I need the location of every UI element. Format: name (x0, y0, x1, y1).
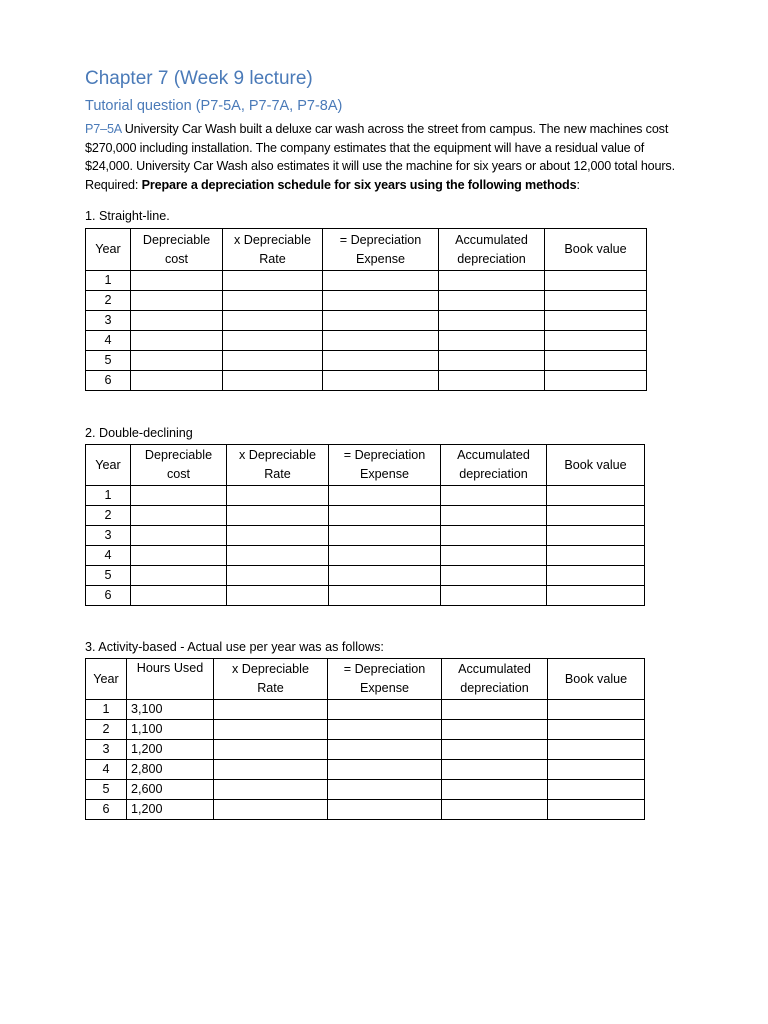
year-cell: 3 (86, 740, 127, 760)
accumulated-depreciation-cell[interactable] (441, 566, 547, 586)
depreciation-expense-cell[interactable] (323, 331, 439, 351)
depreciable-rate-cell[interactable] (227, 486, 329, 506)
year-cell: 5 (86, 780, 127, 800)
depreciable-cost-cell[interactable] (131, 351, 223, 371)
book-value-cell[interactable] (547, 486, 645, 506)
hours-used-cell: 3,100 (127, 700, 214, 720)
depreciable-cost-cell[interactable] (131, 271, 223, 291)
accumulated-depreciation-cell[interactable] (441, 486, 547, 506)
header-depreciable-rate: x Depreciable Rate (223, 229, 323, 271)
accumulated-depreciation-cell[interactable] (442, 800, 548, 820)
depreciation-expense-cell[interactable] (328, 720, 442, 740)
table-row (86, 311, 647, 331)
year-cell: 1 (86, 700, 127, 720)
table-row (86, 740, 645, 760)
header-book-value: Book value (548, 659, 645, 700)
section-label-activity-based: 3. Activity-based - Actual use per year was as follows: (85, 640, 384, 654)
table-row (86, 506, 645, 526)
depreciation-expense-cell[interactable] (329, 506, 441, 526)
header-book-value: Book value (547, 445, 645, 486)
book-value-cell[interactable] (548, 740, 645, 760)
book-value-cell[interactable] (545, 331, 647, 351)
depreciable-cost-cell[interactable] (131, 486, 227, 506)
page-title: Chapter 7 (Week 9 lecture) (85, 68, 313, 89)
year-cell: 5 (86, 566, 131, 586)
accumulated-depreciation-cell[interactable] (442, 760, 548, 780)
header-depreciation-expense: = Depreciation Expense (329, 445, 441, 486)
depreciation-expense-cell[interactable] (328, 760, 442, 780)
table-row (86, 700, 645, 720)
book-value-cell[interactable] (545, 291, 647, 311)
depreciable-rate-cell[interactable] (214, 760, 328, 780)
year-cell: 3 (86, 311, 131, 331)
header-accumulated-depreciation: Accumulated depreciation (439, 229, 545, 271)
depreciable-rate-cell[interactable] (214, 700, 328, 720)
hours-used-cell: 2,800 (127, 760, 214, 780)
accumulated-depreciation-cell[interactable] (439, 271, 545, 291)
depreciable-rate-cell[interactable] (223, 291, 323, 311)
problem-text: University Car Wash built a deluxe car wash across the street from campus. The new machines cost $270,000 including installation. The company estimates that the equipment will have a residual value of $24,000. University Car Wash also estimates it will use the machine for six years or about 12,000 total hours. Required: (85, 122, 675, 192)
hours-used-cell: 1,200 (127, 740, 214, 760)
depreciable-rate-cell[interactable] (227, 546, 329, 566)
depreciable-rate-cell[interactable] (223, 351, 323, 371)
table-row (86, 486, 645, 506)
hours-used-cell: 2,600 (127, 780, 214, 800)
depreciable-cost-cell[interactable] (131, 371, 223, 391)
table-row (86, 780, 645, 800)
header-depreciable-rate: x Depreciable Rate (214, 659, 328, 700)
header-depreciable-cost: Depreciable cost (131, 229, 223, 271)
accumulated-depreciation-cell[interactable] (441, 526, 547, 546)
book-value-cell[interactable] (547, 526, 645, 546)
depreciable-cost-cell[interactable] (131, 586, 227, 606)
book-value-cell[interactable] (548, 800, 645, 820)
table-row (86, 720, 645, 740)
depreciable-rate-cell[interactable] (223, 371, 323, 391)
accumulated-depreciation-cell[interactable] (439, 291, 545, 311)
book-value-cell[interactable] (547, 506, 645, 526)
accumulated-depreciation-cell[interactable] (439, 351, 545, 371)
header-depreciable-rate: x Depreciable Rate (227, 445, 329, 486)
depreciable-rate-cell[interactable] (223, 271, 323, 291)
year-cell: 4 (86, 331, 131, 351)
year-cell: 6 (86, 371, 131, 391)
accumulated-depreciation-cell[interactable] (441, 546, 547, 566)
book-value-cell[interactable] (548, 720, 645, 740)
year-cell: 2 (86, 291, 131, 311)
table-row (86, 760, 645, 780)
accumulated-depreciation-cell[interactable] (442, 780, 548, 800)
accumulated-depreciation-cell[interactable] (441, 506, 547, 526)
depreciation-expense-cell[interactable] (329, 546, 441, 566)
year-cell: 2 (86, 506, 131, 526)
accumulated-depreciation-cell[interactable] (439, 331, 545, 351)
book-value-cell[interactable] (547, 566, 645, 586)
header-accumulated-depreciation: Accumulated depreciation (442, 659, 548, 700)
hours-used-cell: 1,200 (127, 800, 214, 820)
year-cell: 2 (86, 720, 127, 740)
year-cell: 3 (86, 526, 131, 546)
table-row (86, 566, 645, 586)
table-row (86, 331, 647, 351)
header-accumulated-depreciation: Accumulated depreciation (441, 445, 547, 486)
straight-line-table (85, 228, 647, 391)
depreciable-cost-cell[interactable] (131, 331, 223, 351)
table-row (86, 371, 647, 391)
year-cell: 4 (86, 546, 131, 566)
depreciable-rate-cell[interactable] (214, 780, 328, 800)
book-value-cell[interactable] (547, 586, 645, 606)
depreciation-expense-cell[interactable] (328, 740, 442, 760)
depreciation-expense-cell[interactable] (329, 526, 441, 546)
table-row (86, 546, 645, 566)
accumulated-depreciation-cell[interactable] (439, 311, 545, 331)
book-value-cell[interactable] (545, 351, 647, 371)
header-year: Year (86, 659, 127, 700)
depreciation-expense-cell[interactable] (323, 311, 439, 331)
header-depreciable-cost: Depreciable cost (131, 445, 227, 486)
depreciation-expense-cell[interactable] (328, 800, 442, 820)
header-book-value: Book value (545, 229, 647, 271)
depreciable-rate-cell[interactable] (214, 800, 328, 820)
accumulated-depreciation-cell[interactable] (441, 586, 547, 606)
problem-required-tail: : (576, 177, 580, 192)
problem-statement (85, 120, 683, 194)
table-row (86, 526, 645, 546)
depreciation-expense-cell[interactable] (329, 566, 441, 586)
accumulated-depreciation-cell[interactable] (442, 720, 548, 740)
depreciable-cost-cell[interactable] (131, 291, 223, 311)
depreciable-cost-cell[interactable] (131, 546, 227, 566)
section-label-double-declining: 2. Double-declining (85, 426, 193, 440)
table-row (86, 800, 645, 820)
header-hours-used: Hours Used (127, 659, 214, 700)
depreciable-rate-cell[interactable] (214, 740, 328, 760)
depreciable-rate-cell[interactable] (227, 526, 329, 546)
accumulated-depreciation-cell[interactable] (442, 740, 548, 760)
header-year: Year (86, 229, 131, 271)
year-cell: 1 (86, 486, 131, 506)
depreciation-expense-cell[interactable] (329, 486, 441, 506)
depreciable-rate-cell[interactable] (223, 331, 323, 351)
table-row (86, 586, 645, 606)
year-cell: 6 (86, 800, 127, 820)
book-value-cell[interactable] (548, 780, 645, 800)
page-subtitle: Tutorial question (P7-5A, P7-7A, P7-8A) (85, 98, 343, 114)
depreciable-cost-cell[interactable] (131, 311, 223, 331)
book-value-cell[interactable] (548, 700, 645, 720)
book-value-cell[interactable] (548, 760, 645, 780)
header-year: Year (86, 445, 131, 486)
table-row (86, 271, 647, 291)
depreciation-expense-cell[interactable] (328, 780, 442, 800)
table-row (86, 291, 647, 311)
year-cell: 5 (86, 351, 131, 371)
depreciable-cost-cell[interactable] (131, 506, 227, 526)
problem-required: Prepare a depreciation schedule for six years using the following methods (141, 177, 577, 192)
header-depreciation-expense: = Depreciation Expense (328, 659, 442, 700)
section-label-straight-line: 1. Straight-line. (85, 209, 170, 223)
header-depreciation-expense: = Depreciation Expense (323, 229, 439, 271)
table-row (86, 351, 647, 371)
double-declining-table (85, 444, 645, 606)
depreciable-cost-cell[interactable] (131, 526, 227, 546)
book-value-cell[interactable] (545, 271, 647, 291)
activity-based-table (85, 658, 645, 820)
depreciable-rate-cell[interactable] (227, 586, 329, 606)
depreciable-cost-cell[interactable] (131, 566, 227, 586)
accumulated-depreciation-cell[interactable] (439, 371, 545, 391)
year-cell: 4 (86, 760, 127, 780)
depreciable-rate-cell[interactable] (214, 720, 328, 740)
depreciation-expense-cell[interactable] (323, 371, 439, 391)
year-cell: 1 (86, 271, 131, 291)
depreciable-rate-cell[interactable] (223, 311, 323, 331)
depreciable-rate-cell[interactable] (227, 506, 329, 526)
depreciation-expense-cell[interactable] (323, 271, 439, 291)
year-cell: 6 (86, 586, 131, 606)
book-value-cell[interactable] (545, 311, 647, 331)
depreciation-expense-cell[interactable] (323, 351, 439, 371)
depreciation-expense-cell[interactable] (329, 586, 441, 606)
accumulated-depreciation-cell[interactable] (442, 700, 548, 720)
hours-used-cell: 1,100 (127, 720, 214, 740)
book-value-cell[interactable] (545, 371, 647, 391)
problem-code: P7–5A (85, 122, 122, 136)
book-value-cell[interactable] (547, 546, 645, 566)
depreciation-expense-cell[interactable] (328, 700, 442, 720)
depreciable-rate-cell[interactable] (227, 566, 329, 586)
depreciation-expense-cell[interactable] (323, 291, 439, 311)
